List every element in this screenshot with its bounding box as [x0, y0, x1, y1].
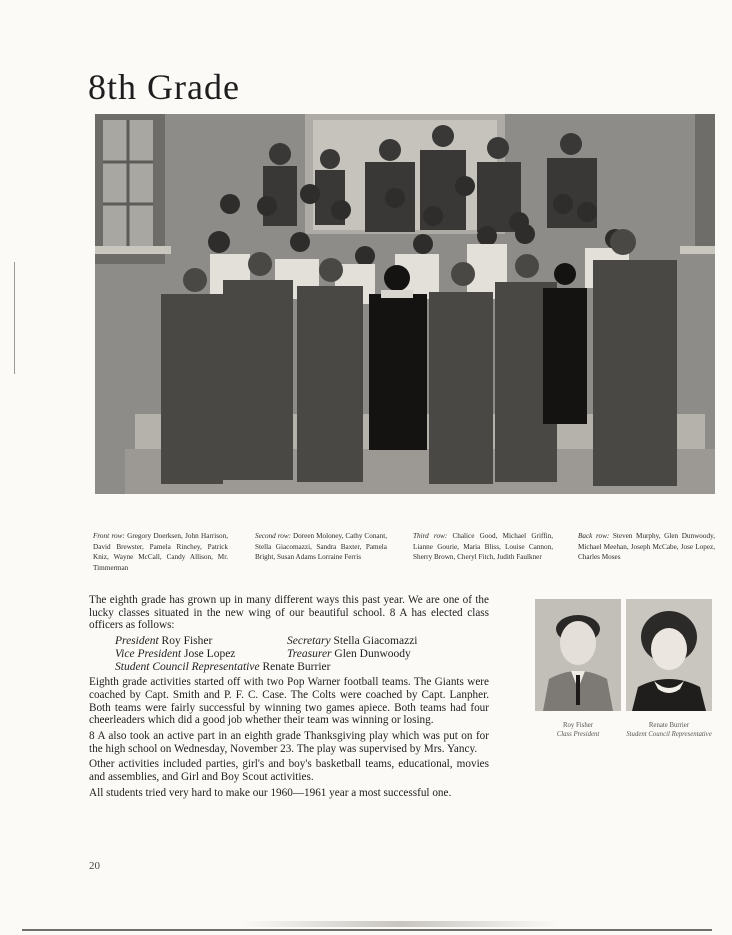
officer-name: Stella Giacomazzi	[333, 635, 418, 648]
caption-names: Gregory Doerksen, John Harrison, David Brewster, Pamela Rinchey, Patrick Kniz, Wayne McCall, Candy Allison, Mr. Timmerman	[93, 532, 229, 572]
officers-list	[115, 635, 489, 674]
officer-label: Secretary	[287, 635, 331, 648]
caption-label: Third row:	[413, 532, 448, 540]
caption-names: Steven Murphy, Glen Dunwoody, Michael Meehan, Joseph McCabe, Jose Lopez, Charles Moses	[578, 532, 715, 561]
page-title: 8th Grade	[88, 67, 240, 107]
portrait-class-president	[535, 599, 621, 711]
class-group-photo	[95, 114, 715, 494]
caption-third-row	[413, 531, 553, 563]
officer-name: Jose Lopez	[183, 648, 236, 661]
portrait-role: Class President	[556, 731, 600, 738]
bottom-rule	[22, 929, 712, 931]
portrait-caption-left	[528, 721, 628, 739]
portrait-council-rep	[626, 599, 712, 711]
article-paragraph: All students tried very hard to make our 1960—1961 year a most successful one.	[89, 786, 452, 799]
portrait-name: Roy Fisher	[562, 722, 594, 729]
caption-label: Front row:	[93, 532, 125, 540]
officer-label: President	[115, 635, 159, 648]
article-intro: The eighth grade has grown up in many different ways this past year. We are one of the lucky classes situated in the new wing of our beautiful school. 8 A has elected class officers as follows:	[89, 594, 489, 632]
caption-names: Chalice Good, Michael Griffin, Lianne Gourie, Maria Bliss, Louise Cannon, Sherry Brown, Cheryl Fitch, Judith Faulkner	[413, 532, 554, 561]
left-edge-mark	[0, 262, 15, 374]
officer-label: Vice President	[115, 648, 182, 661]
portrait-name: Renate Burrier	[648, 722, 690, 729]
officer-name: Renate Burrier	[262, 661, 331, 674]
portrait-caption-right	[619, 721, 719, 739]
bottom-smudge	[240, 921, 560, 927]
officer-name: Glen Dunwoody	[334, 648, 411, 661]
caption-label: Second row:	[255, 532, 292, 540]
officer-name: Roy Fisher	[161, 635, 213, 648]
caption-front-row	[93, 531, 228, 573]
page-number: 20	[89, 860, 100, 872]
caption-names: Doreen Moloney, Cathy Conant, Stella Giacomazzi, Sandra Baxter, Pamela Bright, Susan Adams Lorraine Ferris	[255, 532, 387, 561]
caption-second-row	[255, 531, 387, 563]
officer-label: Treasurer	[287, 648, 332, 661]
article-paragraph: Other activities included parties, girl's and boy's basketball teams, educational, movies and assemblies, and Girl and Boy Scout activities.	[89, 758, 489, 784]
officer-label: Student Council Representative	[115, 661, 260, 674]
article-paragraph: Eighth grade activities started off with two Pop Warner football teams. The Giants were coached by Capt. Smith and P. F. C. Case. The Colts were coached by Capt. Lanpher. Both teams were fairly successful by winning two games apiece. Both teams had four cheerleaders which did a good job whether their team was winning or losing.	[89, 676, 489, 727]
caption-label: Back row:	[578, 532, 610, 540]
portrait-role: Student Council Representative	[626, 731, 712, 738]
article-body	[89, 594, 489, 802]
caption-back-row	[578, 531, 715, 563]
article-paragraph: 8 A also took an active part in an eighth grade Thanksgiving play which was put on for the high school on Wednesday, November 23. The play was supervised by Mrs. Yancy.	[89, 729, 489, 755]
